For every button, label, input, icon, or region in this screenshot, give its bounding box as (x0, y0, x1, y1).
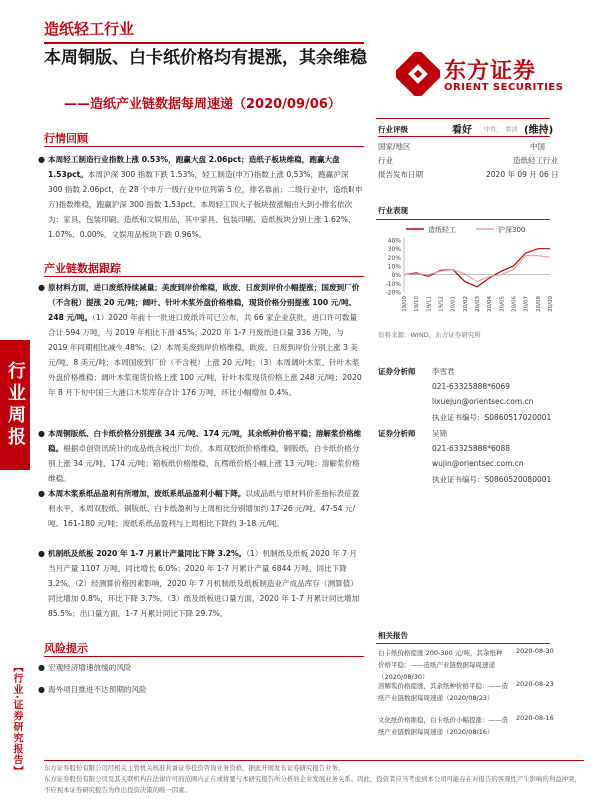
rating-neutral: 中性 (484, 125, 497, 133)
bullet-icon: ● (38, 429, 45, 438)
industry-label: 造纸轻工行业 (44, 20, 135, 38)
y-tick-label: -20% (385, 289, 401, 297)
bullet-icon: ● (38, 685, 45, 694)
info-value: 中国 (530, 142, 545, 151)
legend-label: 沪深300 (498, 226, 526, 234)
series-line (404, 256, 550, 282)
x-tick-label: 20/09 (548, 296, 554, 312)
related-report-date: 2020-08-16 (516, 714, 554, 722)
section-rule (44, 276, 364, 277)
y-tick-label: 30% (387, 246, 401, 254)
risk-text: 海外项目推进不达预期的风险 (48, 685, 147, 694)
bullet-icon: ● (38, 549, 45, 558)
related-report-link[interactable]: 白卡纸价格提涨 200-300 元/吨，其余纸种价格平稳：——造纸产业链数据每周速递（2020/08/30） (378, 649, 503, 681)
analyst-name: 李雪君 (432, 367, 455, 376)
orient-logo-icon (396, 52, 440, 96)
analyst-role: 证券分析师 (378, 429, 416, 438)
analyst-email[interactable]: wujin@orientsec.com.cn (432, 459, 524, 468)
industry-performance-chart (376, 222, 554, 326)
disclaimer (44, 763, 584, 796)
x-tick-label: 20/08 (535, 296, 542, 312)
chain-lead: 本周木浆系纸品盈利有所增加，废纸系纸品盈利小幅下降。 (48, 489, 246, 498)
info-key: 行业 (378, 156, 393, 165)
y-tick-label: 40% (387, 237, 401, 245)
chain-lead: 原材料方面，进口废纸持续减量；美废到岸价维稳，欧废、日废到岸价小幅提涨；国废到厂价（不含税）提涨 20 元/吨；阔叶、针叶木浆外盘价格维稳，现货价格分别提涨 100 元/吨、248 元/吨。 (48, 283, 360, 322)
review-paragraph (38, 152, 364, 242)
page-subtitle: ——造纸产业链数据每周速递（2020/09/06） (64, 97, 341, 112)
chain-body: （1）机制纸及纸板 2020 年 7 月当月产量 1107 万吨，同比增长 6.0%；2020 年 1-7 月累计产量 6844 万吨，同比下降 3.2%。（2）经测算价格因素影响，2020 年 7 月机制纸及纸板制造业产成品库存（测算值）同比增加 0.8%，环比下降 3.7%。（3）纸及纸板进口量方面，2020 年 1-7 月累计同比增加 85.5%；出口量方面，1-7 月累计同比下降 29.7%。 (48, 549, 360, 618)
chain-body: 根据卓创资讯统计的成品纸含税出厂均价，本周双胶纸价格维稳，铜版纸、白卡纸价格分别上涨 34 元/吨、174 元/吨；箱板纸价格维稳，瓦楞纸价格小幅上涨 13 元/吨；溶解浆价格维稳。 (48, 444, 360, 483)
section-heading-review: 行情回顾 (44, 132, 88, 145)
rating-negative: 看淡 (505, 125, 518, 133)
analyst-email[interactable]: lixuejun@orientsec.com.cn (432, 397, 534, 406)
chain-body: 以成品纸与原材料价差指标表征盈利水平，本周双胶纸、铜版纸、白卡纸盈利与上周相比分别增加约 17-26 元/吨、47-54 元/吨、161-180 元/吨；废纸系纸品盈利与上周相比下降约 3-18 元/吨。 (48, 489, 360, 528)
rating-label: 行业评级 (378, 125, 408, 134)
chart-title: 行业表现 (378, 206, 408, 215)
chart-rule (376, 219, 550, 220)
section-heading-chain: 产业链数据跟踪 (44, 262, 121, 275)
analyst-phone: 021-63325888*6088 (432, 444, 511, 453)
chain-paragraph-2 (38, 426, 364, 486)
section-heading-risk: 风险提示 (44, 642, 88, 655)
analyst-phone: 021-63325888*6069 (432, 382, 511, 391)
report-type-banner: 行业周报 (0, 340, 30, 470)
info-key: 报告发布日期 (378, 170, 423, 179)
rating-top-rule (376, 118, 550, 119)
x-tick-label: 20/03 (475, 296, 481, 312)
x-tick-label: 20/02 (462, 296, 469, 312)
related-report-date: 2020-08-30 (516, 647, 554, 655)
section-rule (44, 656, 364, 657)
rating-status: (维持) (524, 125, 554, 136)
x-tick-label: 20/04 (487, 296, 494, 312)
header-rule (44, 42, 364, 44)
review-lead: 本周轻工制造行业指数上涨 0.53%，跑赢大盘 2.06pct；造纸子板块维稳，跑赢大盘 1.53pct。 (48, 155, 340, 179)
x-tick-label: 19/12 (438, 296, 445, 312)
rating-value: 看好 (452, 125, 472, 136)
x-tick-label: 19/11 (426, 296, 433, 312)
risk-item (38, 682, 364, 697)
bullet-icon: ● (38, 489, 45, 498)
bullet-icon: ● (38, 663, 45, 672)
review-body: 本周沪深 300 指数下跌 1.53%，轻工制造(申万)指数上涨 0.53%，跑赢沪深 300 指数 2.06pct，在 28 个申万一级行业中位列第 5 位，排名靠前；二级行业中，造纸Ⅱ(申万)指数维稳，跑赢沪深 300 指数 1.53pct。本周轻工四大子板块按涨幅由大到小排名依次为：家具、包装印刷、造纸和文娱用品，其中家具、包装印刷、造纸板块分别上涨 1.62%、1.07%、0.00%，文娱用品板块下跌 0.96%。 (48, 170, 363, 239)
y-tick-label: -10% (385, 280, 401, 288)
risk-item (38, 660, 364, 675)
x-tick-label: 19/10 (414, 296, 421, 312)
footer-rule (44, 760, 584, 761)
bullet-icon: ● (38, 155, 45, 164)
x-tick-label: 20/05 (499, 296, 506, 312)
related-heading: 相关报告 (378, 631, 408, 640)
y-tick-label: 20% (387, 254, 401, 262)
info-key: 国家/地区 (378, 142, 411, 151)
chain-paragraph-4 (38, 546, 364, 621)
page-title: 本周铜版、白卡纸价格均有提涨，其余维稳 (44, 48, 367, 68)
chain-lead: 本周铜版纸、白卡纸价格分别提涨 34 元/吨、174 元/吨，其余纸种价格平稳；溶解浆价格维稳。 (48, 429, 362, 453)
related-report-link[interactable]: 溶解浆价格提涨，其余纸种价格平稳：——造纸产业链数据每周速递（2020/08/23） (378, 682, 508, 702)
analyst-role: 证券分析师 (378, 367, 416, 376)
logo-english: ORIENT SECURITIES (444, 82, 564, 93)
y-tick-label: 0% (391, 272, 401, 280)
chain-lead: 机制纸及纸板 2020 年 1-7 月累计产量同比下降 3.2%。 (48, 549, 247, 558)
analyst-cert: 执业证书编号：S0860517020001 (432, 413, 552, 422)
related-report-date: 2020-08-23 (516, 680, 554, 688)
y-tick-label: 10% (387, 263, 401, 271)
analyst-cert: 执业证书编号：S0860520080001 (432, 475, 552, 484)
disclaimer-line: 东方证券股份有限公司及其关联机构在法律许可的范围内正在或将要与本研究报告所分析的企业发展业务关系。因此，投资者应当考虑到本公司可能存在对报告的客观性产生影响的利益冲突，不应视本证券研究报告为作出投资决策的唯一因素。 (44, 775, 581, 794)
x-tick-label: 20/07 (523, 296, 530, 312)
logo-chinese: 东方证券 (444, 59, 537, 84)
chart-source: 资料来源：WIND，东方证券研究所 (378, 331, 481, 339)
x-tick-label: 20/01 (450, 296, 457, 312)
x-tick-label: 20/06 (511, 296, 518, 312)
section-rule (44, 146, 364, 147)
related-report-link[interactable]: 文化纸价格维稳，白卡纸价小幅提涨：——造纸产业链数据每周速递（2020/08/16） (378, 716, 508, 736)
analyst-name: 吴锦 (432, 429, 447, 438)
x-tick-label: 19/09 (402, 296, 408, 312)
rating-divider (378, 136, 550, 137)
chain-paragraph-3 (38, 486, 364, 531)
legend-label: 造纸轻工 (428, 226, 456, 234)
info-value: 造纸轻工行业 (513, 156, 558, 165)
info-value: 2020 年 09 月 06 日 (486, 170, 559, 179)
chain-paragraph-1 (38, 280, 364, 400)
report-category-note: 【行业·证券研究报告】 (11, 662, 22, 777)
chain-body: （1）2020 年前十一批进口废纸许可已公布，共 66 家企业获批，进口许可数量合计 594 万吨，与 2019 年相比下滑 45%；2020 年 1-7 月废纸进口量 336 万吨，与 2019 年同期相比减少 48%；（2）本周美废到岸价格维稳，欧废、日废到岸价分别上涨 3 美元/吨、8 美元/吨；本周国废到厂价（不含税）上涨 20 元/吨；（3）本周阔叶木浆、针叶木浆外盘价格维稳；阔叶木浆现货价格上涨 100 元/吨，针叶木浆现货价格上涨 248 元/吨；2020 年 8 月下旬中国三大港口木浆库存合计 176 万吨，环比小幅增加 0.4%。 (48, 313, 362, 397)
related-rule (376, 643, 550, 644)
disclaimer-line: 东方证券股份有限公司经相关主管机关核准具备证券投资咨询业务资格，据此开展发布证券研究报告业务。 (44, 764, 345, 772)
bullet-icon: ● (38, 283, 45, 292)
risk-text: 宏观经济增速放缓的风险 (48, 663, 132, 672)
